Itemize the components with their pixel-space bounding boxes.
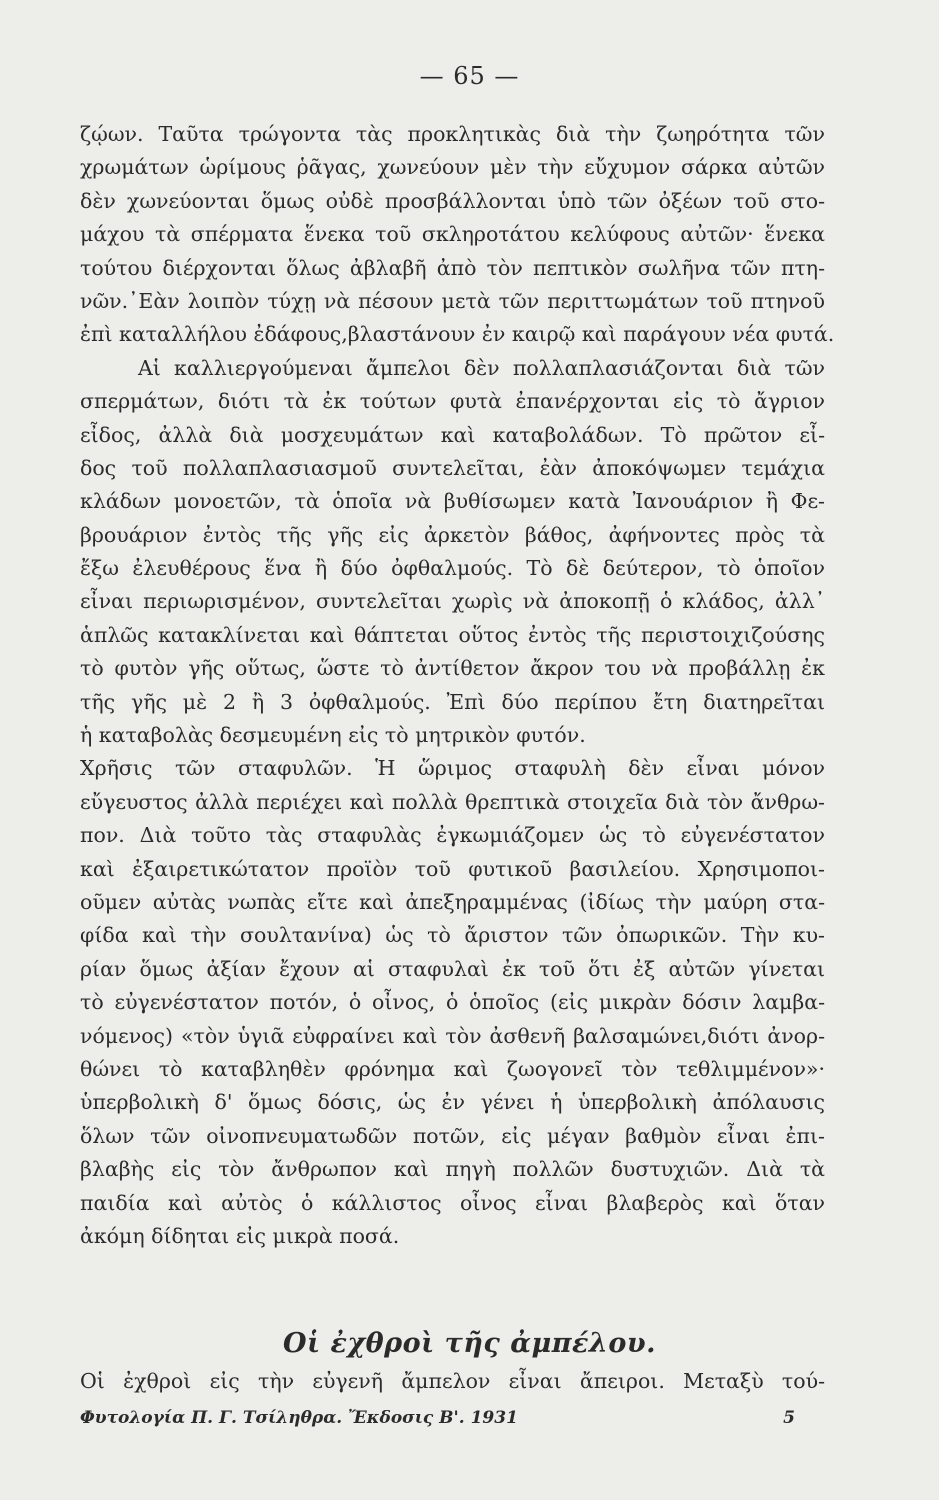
text-line: κλάδων μονοετῶν, τὰ ὁποῖα νὰ βυθίσωμεν κατὰ Ἰανουάριον ἢ Φε- xyxy=(80,489,825,514)
text-line: τούτου διέρχονται ὅλως ἀβλαβῆ ἀπὸ τὸν πεπτικὸν σωλῆνα τῶν πτη- xyxy=(80,255,825,280)
text-line: εἶδος, ἀλλὰ διὰ μοσχευμάτων καὶ καταβολάδων. Τὸ πρῶτον εἶ- xyxy=(80,422,825,447)
text-line: ὑπερβολικὴ δ' ὅμως δόσις, ὡς ἐν γένει ἡ ὑπερβολικὴ ἀπόλαυσις xyxy=(80,1090,825,1115)
page-footer xyxy=(80,1408,795,1428)
text-line: καὶ ἐξαιρετικώτατον προϊὸν τοῦ φυτικοῦ βασιλείου. Χρησιμοποι- xyxy=(80,856,825,881)
text-line: οῦμεν αὐτὰς νωπὰς εἴτε καὶ ἀπεξηραμμένας (ἰδίως τὴν μαύρη στα- xyxy=(80,889,825,914)
text-line: ἔξω ἐλευθέρους ἕνα ἢ δύο ὀφθαλμούς. Τὸ δὲ δεύτερον, τὸ ὁποῖον xyxy=(80,556,825,581)
text-line: ἡ καταβολὰς δεσμευμένη εἰς τὸ μητρικὸν φυτόν. xyxy=(80,723,586,748)
text-line: βλαβὴς εἰς τὸν ἄνθρωπον καὶ πηγὴ πολλῶν δυστυχιῶν. Διὰ τὰ xyxy=(80,1157,825,1182)
text-line: πον. Διὰ τοῦτο τὰς σταφυλὰς ἐγκωμιάζομεν ὡς τὸ εὐγενέστατον xyxy=(80,823,825,848)
text-line: ὅλων τῶν οἰνοπνευματωδῶν ποτῶν, εἰς μέγαν βαθμὸν εἶναι ἐπι- xyxy=(80,1123,825,1148)
signature-mark: 5 xyxy=(783,1408,795,1428)
text-line: τὸ φυτὸν γῆς οὕτως, ὥστε τὸ ἀντίθετον ἄκρον του νὰ προβάλλῃ ἐκ xyxy=(80,656,825,681)
paragraph-start: Αἱ καλλιεργούμεναι ἄμπελοι δὲν πολλαπλασιάζονται διὰ τῶν xyxy=(138,355,825,380)
text-line: δος τοῦ πολλαπλασιασμοῦ συντελεῖται, ἐὰν ἀποκόψωμεν τεμάχια xyxy=(80,455,825,480)
text-line: μάχου τὰ σπέρματα ἕνεκα τοῦ σκληροτάτου κελύφους αὐτῶν· ἕνεκα xyxy=(80,222,825,247)
paragraph-start: Χρῆσις τῶν σταφυλῶν. Ἡ ὥριμος σταφυλὴ δὲν εἶναι μόνον xyxy=(80,756,825,781)
text-line: νόμενος) «τὸν ὑγιᾶ εὐφραίνει καὶ τὸν ἀσθενῆ βαλσαμώνει,διότι ἀνορ- xyxy=(80,1023,825,1048)
body-text xyxy=(80,118,835,1253)
text-line: ἐπὶ καταλλήλου ἐδάφους,βλαστάνουν ἐν καιρῷ καὶ παράγουν νέα φυτά. xyxy=(80,322,835,347)
text-line: χρωμάτων ὡρίμους ῥᾶγας, χωνεύουν μὲν τὴν εὔχυμον σάρκα αὐτῶν xyxy=(80,155,825,180)
text-line: τὸ εὐγενέστατον ποτόν, ὁ οἶνος, ὁ ὁποῖος (εἰς μικρὰν δόσιν λαμβα- xyxy=(80,990,825,1015)
emphasis-line: ἀκόμη δίδηται εἰς μικρὰ ποσά. xyxy=(80,1223,400,1248)
text-line: εἶναι περιωρισμένον, συντελεῖται χωρὶς νὰ ἀποκοπῇ ὁ κλάδος, ἀλλ᾿ xyxy=(80,589,825,614)
text-line: θώνει τὸ καταβληθὲν φρόνημα καὶ ζωογονεῖ τὸν τεθλιμμένον»· xyxy=(80,1056,825,1081)
text-line: δὲν χωνεύονται ὅμως οὐδὲ προσβάλλονται ὑπὸ τῶν ὀξέων τοῦ στο- xyxy=(80,188,825,213)
text-line: ζῴων. Ταῦτα τρώγοντα τὰς προκλητικὰς διὰ τὴν ζωηρότητα τῶν xyxy=(80,122,825,146)
section-heading: Οἱ ἐχθροὶ τῆς ἀμπέλου. xyxy=(282,1328,657,1359)
footer-imprint: Φυτολογία Π. Γ. Τσίληθρα. Ἔκδοσις Β'. 1931 xyxy=(80,1408,518,1428)
text-line: νῶν.᾿Εὰν λοιπὸν τύχῃ νὰ πέσουν μετὰ τῶν περιττωμάτων τοῦ πτηνοῦ xyxy=(80,288,825,313)
text-line: ἁπλῶς κατακλίνεται καὶ θάπτεται οὕτος ἐντὸς τῆς περιστοιχιζούσης xyxy=(80,622,825,647)
text-line: τῆς γῆς μὲ 2 ἢ 3 ὀφθαλμούς. Ἐπὶ δύο περίπου ἔτη διατηρεῖται xyxy=(80,689,825,714)
text-line: βρουάριον ἐντὸς τῆς γῆς εἰς ἀρκετὸν βάθος, ἀφήνοντες πρὸς τὰ xyxy=(80,522,825,547)
text-line: σπερμάτων, διότι τὰ ἐκ τούτων φυτὰ ἐπανέρχονται εἰς τὸ ἄγριον xyxy=(80,389,825,414)
text-line: Οἱ ἐχθροὶ εἰς τὴν εὐγενῆ ἄμπελον εἶναι ἄπειροι. Μεταξὺ τού- xyxy=(80,1369,825,1393)
text-line: φίδα καὶ τὴν σουλτανίνα) ὡς τὸ ἄριστον τῶν ὀπωρικῶν. Τὴν κυ- xyxy=(80,923,825,948)
text-line: ρίαν ὅμως ἀξίαν ἔχουν αἱ σταφυλαὶ ἐκ τοῦ ὅτι ἐξ αὐτῶν γίνεται xyxy=(80,956,825,981)
text-line: εὔγευστος ἀλλὰ περιέχει καὶ πολλὰ θρεπτικὰ στοιχεῖα διὰ τὸν ἄνθρω- xyxy=(80,789,825,814)
page-number: — 65 — xyxy=(419,62,520,90)
emphasis-line: παιδία καὶ αὐτὸς ὁ κάλλιστος οἶνος εἶναι βλαβερὸς καὶ ὅταν xyxy=(80,1190,825,1215)
